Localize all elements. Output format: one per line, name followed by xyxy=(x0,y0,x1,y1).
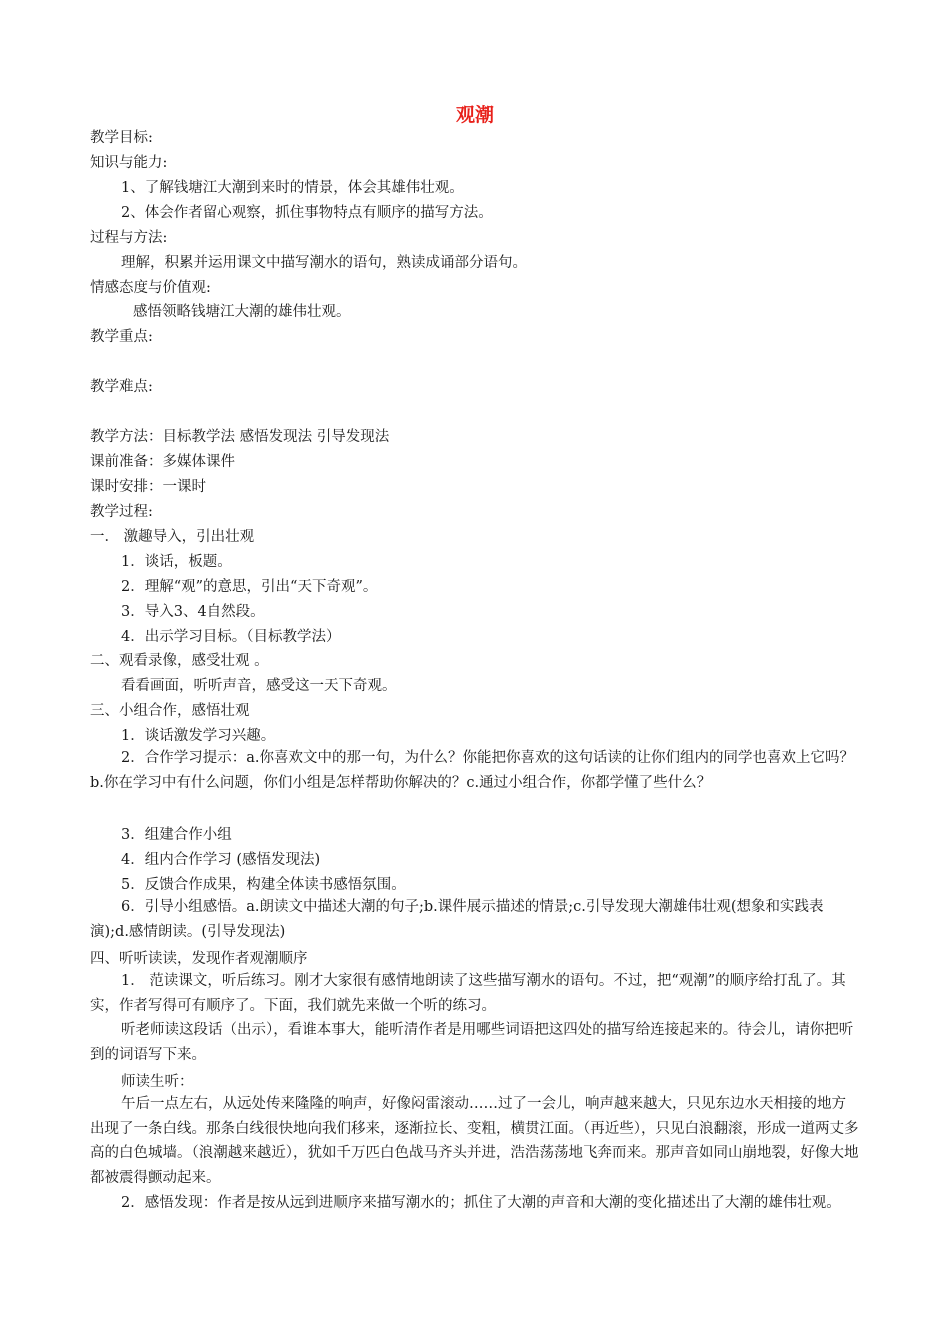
section-3-item-4: 4．组内合作学习 (感悟发现法) xyxy=(121,852,321,868)
knowledge-item-1: 1、了解钱塘江大潮到来时的情景，体会其雄伟壮观。 xyxy=(121,180,464,196)
section-4-paragraph: 听老师读这段话（出示），看谁本事大，能听清作者是用哪些词语把这四处的描写给连接起来的。待会儿，请你把听到的词语写下来。 xyxy=(90,1022,854,1063)
process-method-heading: 过程与方法: xyxy=(90,230,168,246)
section-3-item-1: 1．谈话激发学习兴趣。 xyxy=(121,728,276,744)
section-3-heading: 三、小组合作，感悟壮观 xyxy=(90,703,250,719)
section-4-paragraph: 师读生听： xyxy=(121,1074,194,1090)
section-3-item-5: 5．反馈合作成果，构建全体读书感悟氛围。 xyxy=(121,877,406,893)
section-2-heading: 二、观看录像，感受壮观 。 xyxy=(90,653,269,669)
section-3-item-6: 6．引导小组感悟。a.朗读文中描述大潮的句子;b.课件展示描述的情景;c.引导发现大潮雄伟壮观(想象和实践表演);d.感情朗读。(引导发现法) xyxy=(90,899,824,940)
section-1-item: 1．谈话，板题。 xyxy=(121,554,232,570)
knowledge-item-2: 2、体会作者留心观察，抓住事物特点有顺序的描写方法。 xyxy=(121,205,493,221)
section-3-item-2: 2．合作学习提示：a.你喜欢文中的那一句，为什么？你能把你喜欢的这句话读的让你们组内的同学也喜欢上它吗？b.你在学习中有什么问题，你们小组是怎样帮助你解决的？c.通过小组合作，你都学懂了些什么？ xyxy=(90,750,854,791)
teaching-process-heading: 教学过程: xyxy=(90,504,153,520)
section-1-item: 3．导入3、4自然段。 xyxy=(121,604,265,620)
section-4-item-2: 2．感悟发现：作者是按从远到进顺序来描写潮水的；抓住了大潮的声音和大潮的变化描述出了大潮的雄伟壮观。 xyxy=(121,1195,841,1211)
section-1-item: 2．理解“观”的意思，引出“天下奇观”。 xyxy=(121,579,378,595)
section-3-item-3: 3．组建合作小组 xyxy=(121,827,232,843)
section-2-text: 看看画面，听听声音，感受这一天下奇观。 xyxy=(121,678,397,694)
section-4-passage: 午后一点左右，从远处传来隆隆的响声，好像闷雷滚动……过了一会儿，响声越来越大，只见东边水天相接的地方出现了一条白线。那条白线很快地向我们移来，逐渐拉长、变粗，横贯江面。（再近些），只见白浪翻滚，形成一道两丈多高的白色城墙。（浪潮越来越近），犹如千万匹白色战马齐头并进，浩浩荡荡地飞奔而来。那声音如同山崩地裂，好像大地都被震得颤动起来。 xyxy=(90,1096,859,1186)
section-1-heading: 一． 激趣导入，引出壮观 xyxy=(90,529,255,545)
emotion-text: 感悟领略钱塘江大潮的雄伟壮观。 xyxy=(133,304,351,320)
preparation: 课前准备：多媒体课件 xyxy=(90,454,235,470)
emotion-heading: 情感态度与价值观: xyxy=(90,280,211,296)
objectives-heading: 教学目标: xyxy=(90,130,153,146)
key-point-heading: 教学重点: xyxy=(90,329,153,345)
section-4-heading: 四、听听读读，发现作者观潮顺序 xyxy=(90,951,308,967)
teaching-method: 教学方法：目标教学法 感悟发现法 引导发现法 xyxy=(90,429,390,445)
process-method-text: 理解，积累并运用课文中描写潮水的语句，熟读成诵部分语句。 xyxy=(121,255,527,271)
section-1-item: 4．出示学习目标。（目标教学法） xyxy=(121,629,341,645)
difficulty-heading: 教学难点: xyxy=(90,379,153,395)
section-4-item-1: 1． 范读课文，听后练习。刚才大家很有感情地朗读了这些描写潮水的语句。不过，把“观潮”的顺序给打乱了。其实，作者写得可有顺序了。下面，我们就先来做一个听的练习。 xyxy=(90,973,846,1014)
knowledge-heading: 知识与能力: xyxy=(90,155,168,171)
page-title: 观潮 xyxy=(455,104,494,126)
class-schedule: 课时安排：一课时 xyxy=(90,479,206,495)
